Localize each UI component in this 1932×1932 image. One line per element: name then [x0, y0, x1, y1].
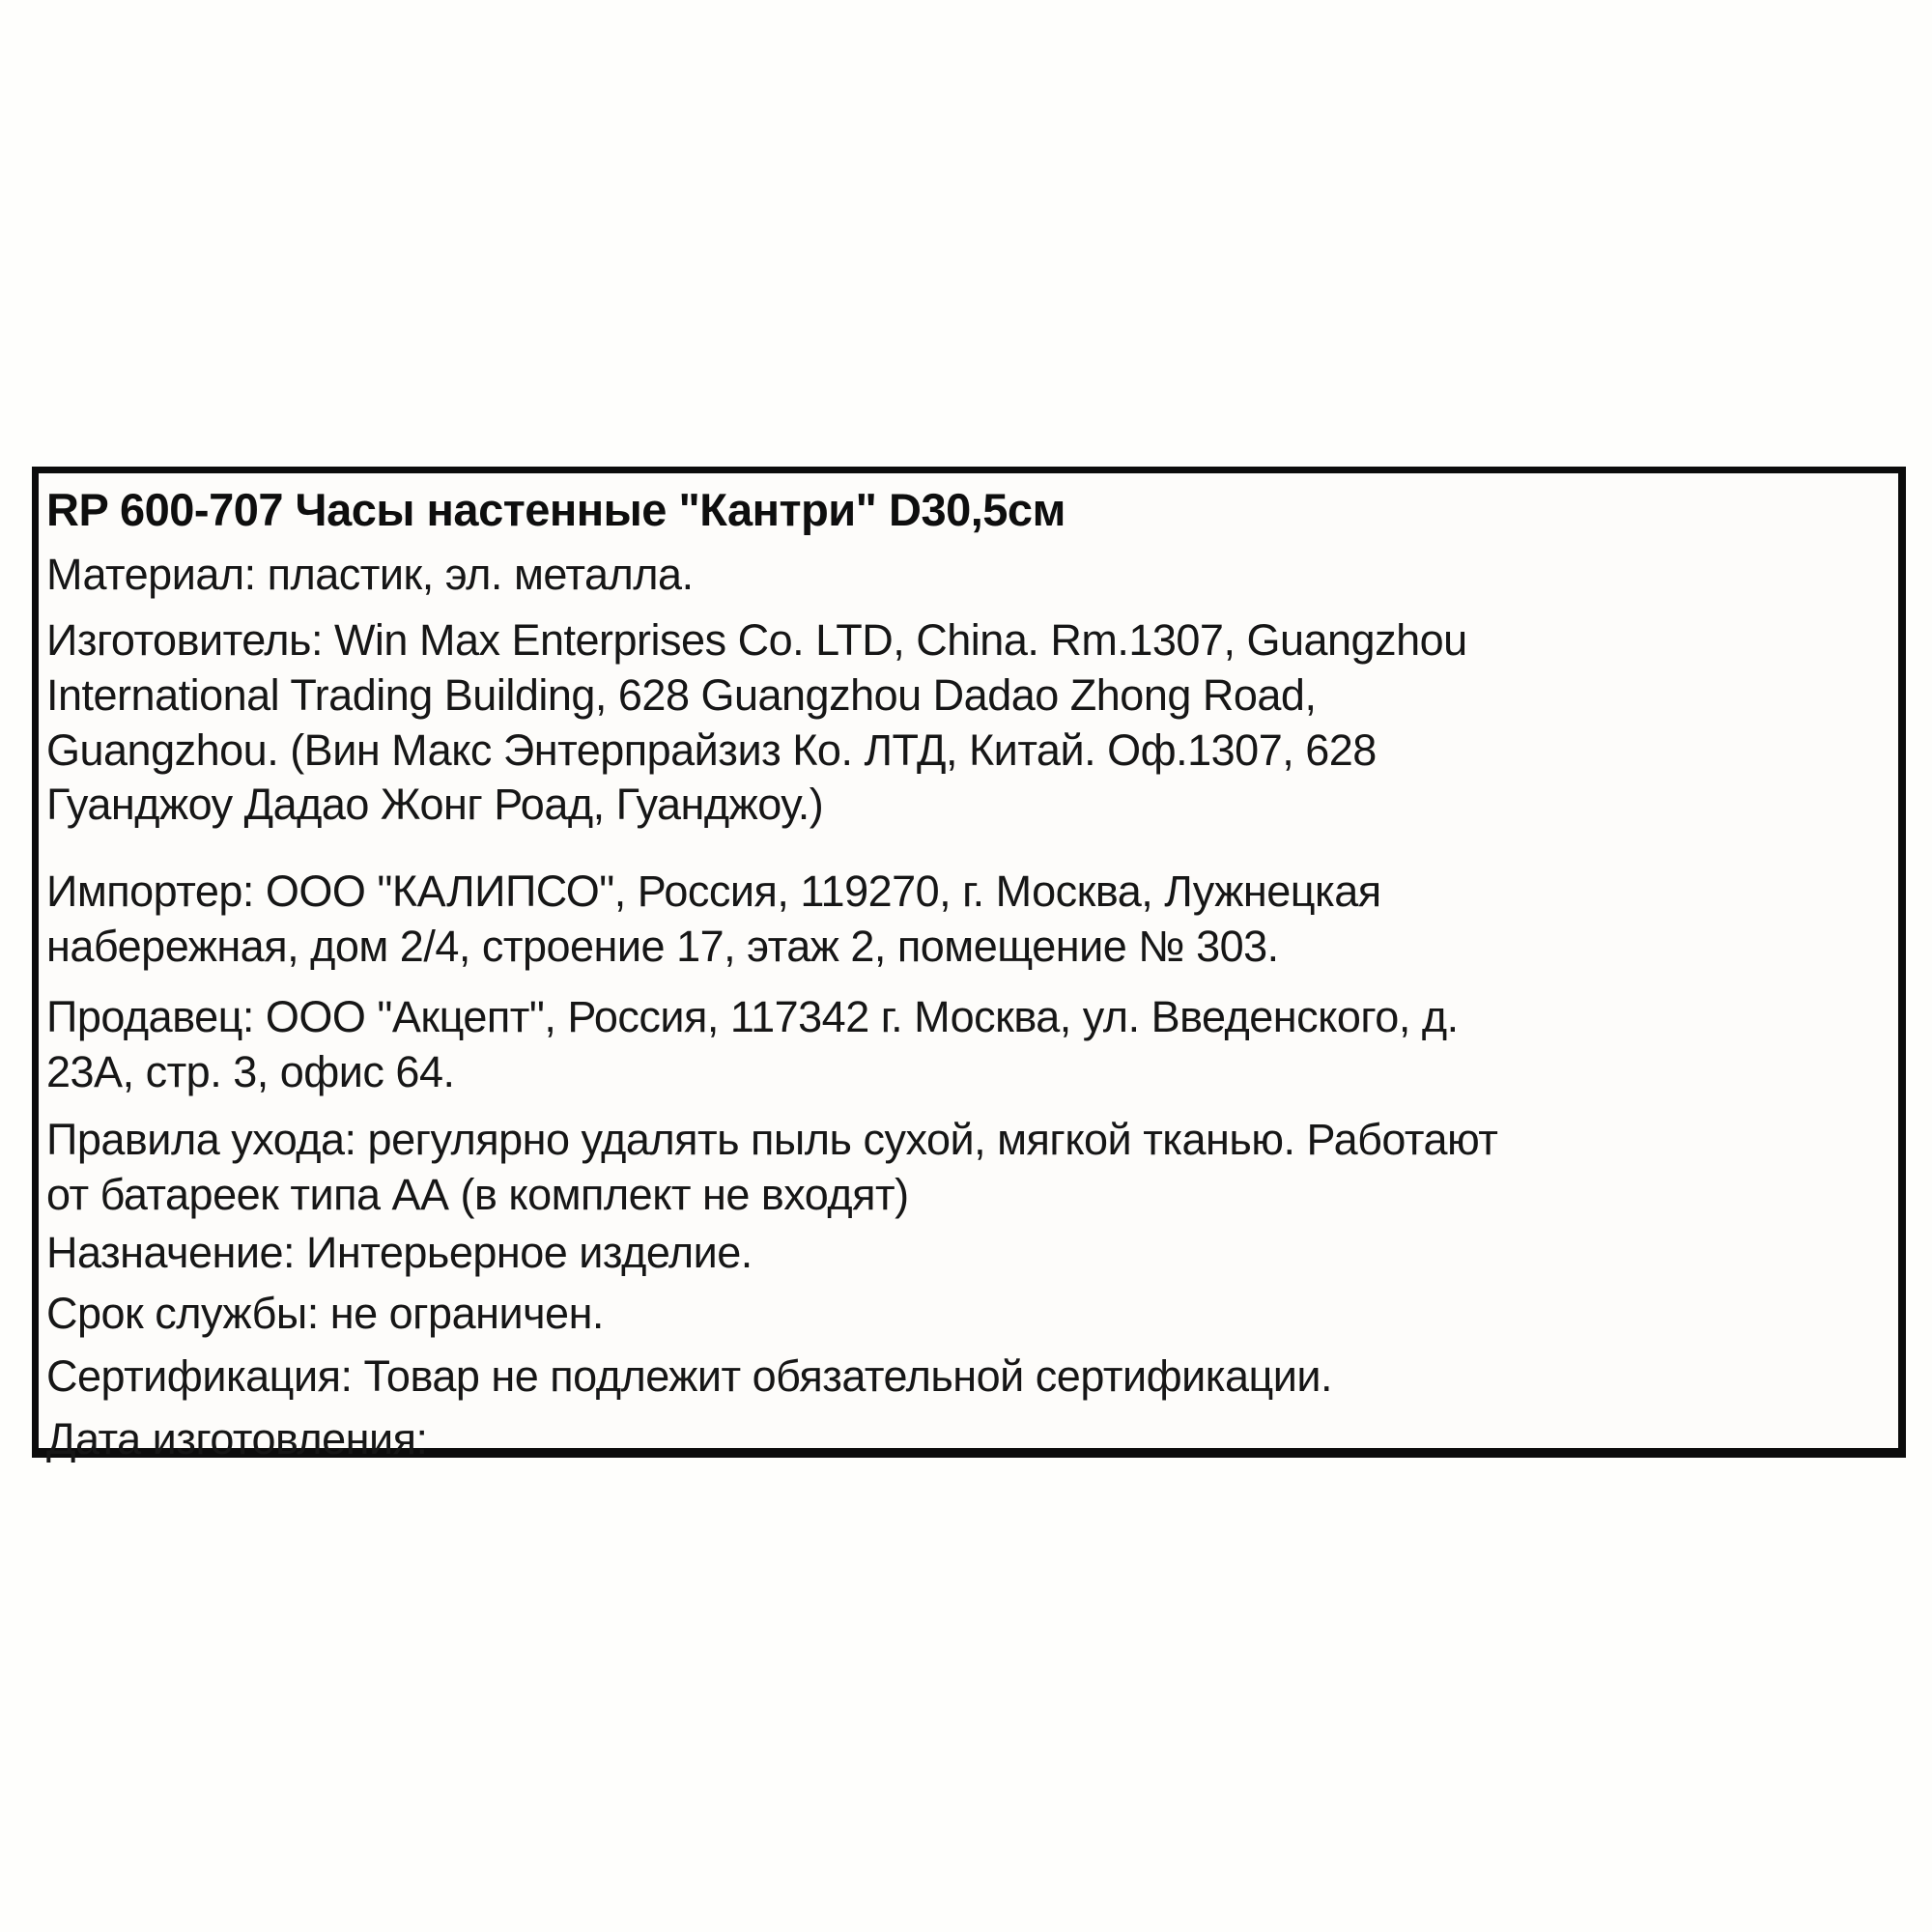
- label-line-importer-2: набережная, дом 2/4, строение 17, этаж 2, помещение № 303.: [46, 922, 1279, 971]
- label-line-material: Материал: пластик, эл. металла.: [46, 550, 694, 599]
- label-line-seller-2: 23А, стр. 3, офис 64.: [46, 1047, 455, 1096]
- label-line-manufacturer-2: International Trading Building, 628 Guangzhou Dadao Zhong Road,: [46, 670, 1317, 720]
- label-line-care-2: от батареек типа АА (в комплект не входят): [46, 1170, 909, 1219]
- label-line-care-1: Правила ухода: регулярно удалять пыль сухой, мягкой тканью. Работают: [46, 1115, 1498, 1164]
- label-box: [32, 467, 1906, 1463]
- label-line-production-date: Дата изготовления:: [46, 1414, 428, 1463]
- label-line-purpose: Назначение: Интерьерное изделие.: [46, 1228, 753, 1277]
- label-line-manufacturer-4: Гуанджоу Дадао Жонг Роад, Гуанджоу.): [46, 780, 824, 829]
- label-line-manufacturer-1: Изготовитель: Win Max Enterprises Co. LTD, China. Rm.1307, Guangzhou: [46, 615, 1467, 665]
- label-line-service-life: Срок службы: не ограничен.: [46, 1289, 604, 1338]
- label-line-certification: Сертификация: Товар не подлежит обязательной сертификации.: [46, 1351, 1333, 1401]
- label-line-manufacturer-3: Guangzhou. (Вин Макс Энтерпрайзиз Ко. ЛТД, Китай. Оф.1307, 628: [46, 725, 1377, 775]
- product-title: RP 600-707 Часы настенные "Кантри" D30,5см: [46, 484, 1065, 535]
- label-line-seller-1: Продавец: ООО "Акцепт", Россия, 117342 г. Москва, ул. Введенского, д.: [46, 992, 1459, 1041]
- label-line-importer-1: Импортер: ООО "КАЛИПСО", Россия, 119270, г. Москва, Лужнецкая: [46, 867, 1381, 916]
